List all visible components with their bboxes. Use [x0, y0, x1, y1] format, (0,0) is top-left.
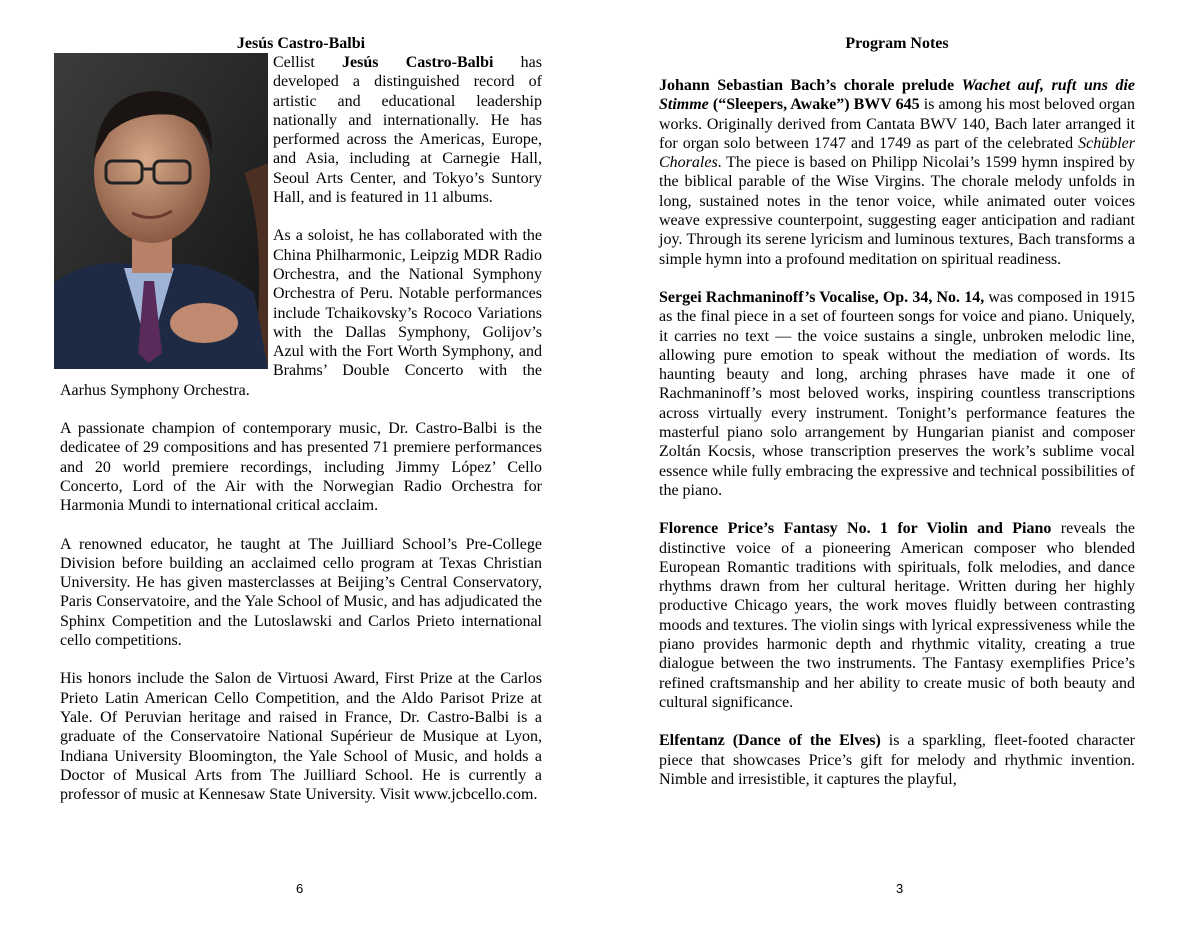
bach-title-work: Wachet auf, ruft uns die Stimme [659, 77, 1135, 114]
bio-contemporary-paragraph: A passionate champion of contemporary music, Dr. Castro-Balbi is the dedicatee of 29 compositions and has presented 71 premiere performances and 20 world premiere recordings, including Jimmy López’ Cello Concerto, Lord of the Air with the Norwegian Radio Orchestra for Harmonia Mundi to international critical acclaim. [60, 420, 542, 515]
price-note-paragraph [659, 519, 1135, 712]
program-notes-heading: Program Notes [845, 35, 949, 52]
rachmaninoff-body: was composed in 1915 as the final piece in a set of fourteen songs for voice and piano. Uniquely, it carries no text — the voice sustains a single, unbroken melodic line, allowing pure emotion to speak without the mediation of words. Its haunting beauty and long, arching phrases have made it one of Rachmaninoff’s most beloved works, inspiring countless transcriptions across virtually every instrument. Tonight’s performance features the masterful piano solo arrangement by Hungarian pianist and composer Zoltán Kocsis, whose transcription preserves the work’s sublime vocal essence while fully embracing the expressive and technical possibilities of the piano. [659, 288, 1136, 499]
portrait-illustration [54, 53, 268, 369]
elfentanz-body: is a sparkling, fleet-footed character piece that showcases Price’s gift for melody and rhythmic invention. Nimble and irresistible, it captures the playful, [659, 732, 1135, 788]
rachmaninoff-title: Sergei Rachmaninoff’s Vocalise, Op. 34, No. 14, [659, 288, 985, 306]
elfentanz-note-paragraph [659, 731, 1135, 789]
bio-honors-paragraph: His honors include the Salon de Virtuosi Award, First Prize at the Carlos Prieto Latin American Cello Competition, and the Aldo Parisot Prize at Yale. Of Peruvian heritage and raised in France, Dr. Castro-Balbi is a graduate of the Conservatoire National Supérieur de Musique at Lyon, Indiana University Bloomington, the Yale School of Music, and holds a Doctor of Musical Arts from The Juilliard School. He is currently a professor of music at Kennesaw State University. Visit www.jcbcello.com. [60, 670, 542, 804]
bach-body-a: is among his most beloved organ works. Originally derived from Cantata BWV 140, Bach later arranged it for organ solo between 1747 and 1749 as part of the celebrated [659, 96, 1135, 152]
elfentanz-title: Elfentanz (Dance of the Elves) [659, 732, 881, 750]
left-page [60, 34, 542, 804]
price-body: reveals the distinctive voice of a pioneering American composer who blended European Romantic traditions with spirituals, folk melodies, and dance rhythms drawn from her cultural heritage. Written during her highly productive Chicago years, the work moves fluidly between contrasting moods and textures. The violin sings with lyrical expressiveness while the piano provides harmonic depth and rhythmic vitality, creating a true dialogue between the two instruments. The Fantasy exemplifies Price’s refined craftsmanship and her ability to create music of both beauty and cultural significance. [659, 520, 1135, 711]
left-page-number: 6 [296, 881, 304, 896]
right-page-number: 3 [896, 881, 904, 896]
bio-soloist-paragraph: As a soloist, he has collaborated with the China Philharmonic, Leipzig MDR Radio Orchestra, and the National Symphony Orchestra of Peru. Notable performances include Tchaikovsky’s Rococo Variations with the Dallas Symphony, Golijov’s Azul with the Fort Worth Symphony, and Brahms’ Double Concerto with the Aarhus Symphony Orchestra. [60, 227, 542, 399]
price-title: Florence Price’s Fantasy No. 1 for Violin and Piano [659, 520, 1052, 538]
bio-heading: Jesús Castro-Balbi [236, 35, 366, 52]
bio-intro-name: Jesús Castro-Balbi [342, 54, 494, 71]
bach-body-b: . The piece is based on Philipp Nicolai’s 1599 hymn inspired by the biblical parable of the Wise Virgins. The chorale melody unfolds in long, sustained notes in the tenor voice, while animated outer voices weave expressive counterpoint, suggesting eager anticipation and radiant joy. Through its serene lyricism and luminous textures, Bach transforms a simple hymn into a profound meditation on spiritual readiness. [659, 154, 1135, 268]
bach-title-suffix: (“Sleepers, Awake”) BWV 645 [708, 96, 920, 114]
bach-title-prefix: Johann Sebastian Bach’s chorale prelude [659, 77, 962, 94]
rachmaninoff-note-paragraph [659, 288, 1135, 500]
bio-intro-rest: has developed a distinguished record of artistic and educational leadership nationally and internationally. He has performed across the Americas, Europe, and Asia, including at Carnegie Hall, Seoul Arts Center, and Tokyo’s Suntory Hall, and is featured in 11 albums. [273, 54, 543, 207]
bach-body-italic: Schübler Chorales [659, 134, 1135, 172]
bach-note-paragraph [659, 76, 1135, 269]
bio-intro-prefix: Cellist [273, 54, 343, 71]
right-page [659, 34, 1135, 789]
portrait-photo [54, 53, 268, 369]
bio-educator-paragraph: A renowned educator, he taught at The Juilliard School’s Pre-College Division before building an acclaimed cello program at Texas Christian University. He has given masterclasses at Beijing’s Central Conservatory, Paris Conservatoire, and the Yale School of Music, and has adjudicated the Sphinx Competition and the Lutoslawski and Carlos Prieto international cello competitions. [60, 535, 542, 650]
